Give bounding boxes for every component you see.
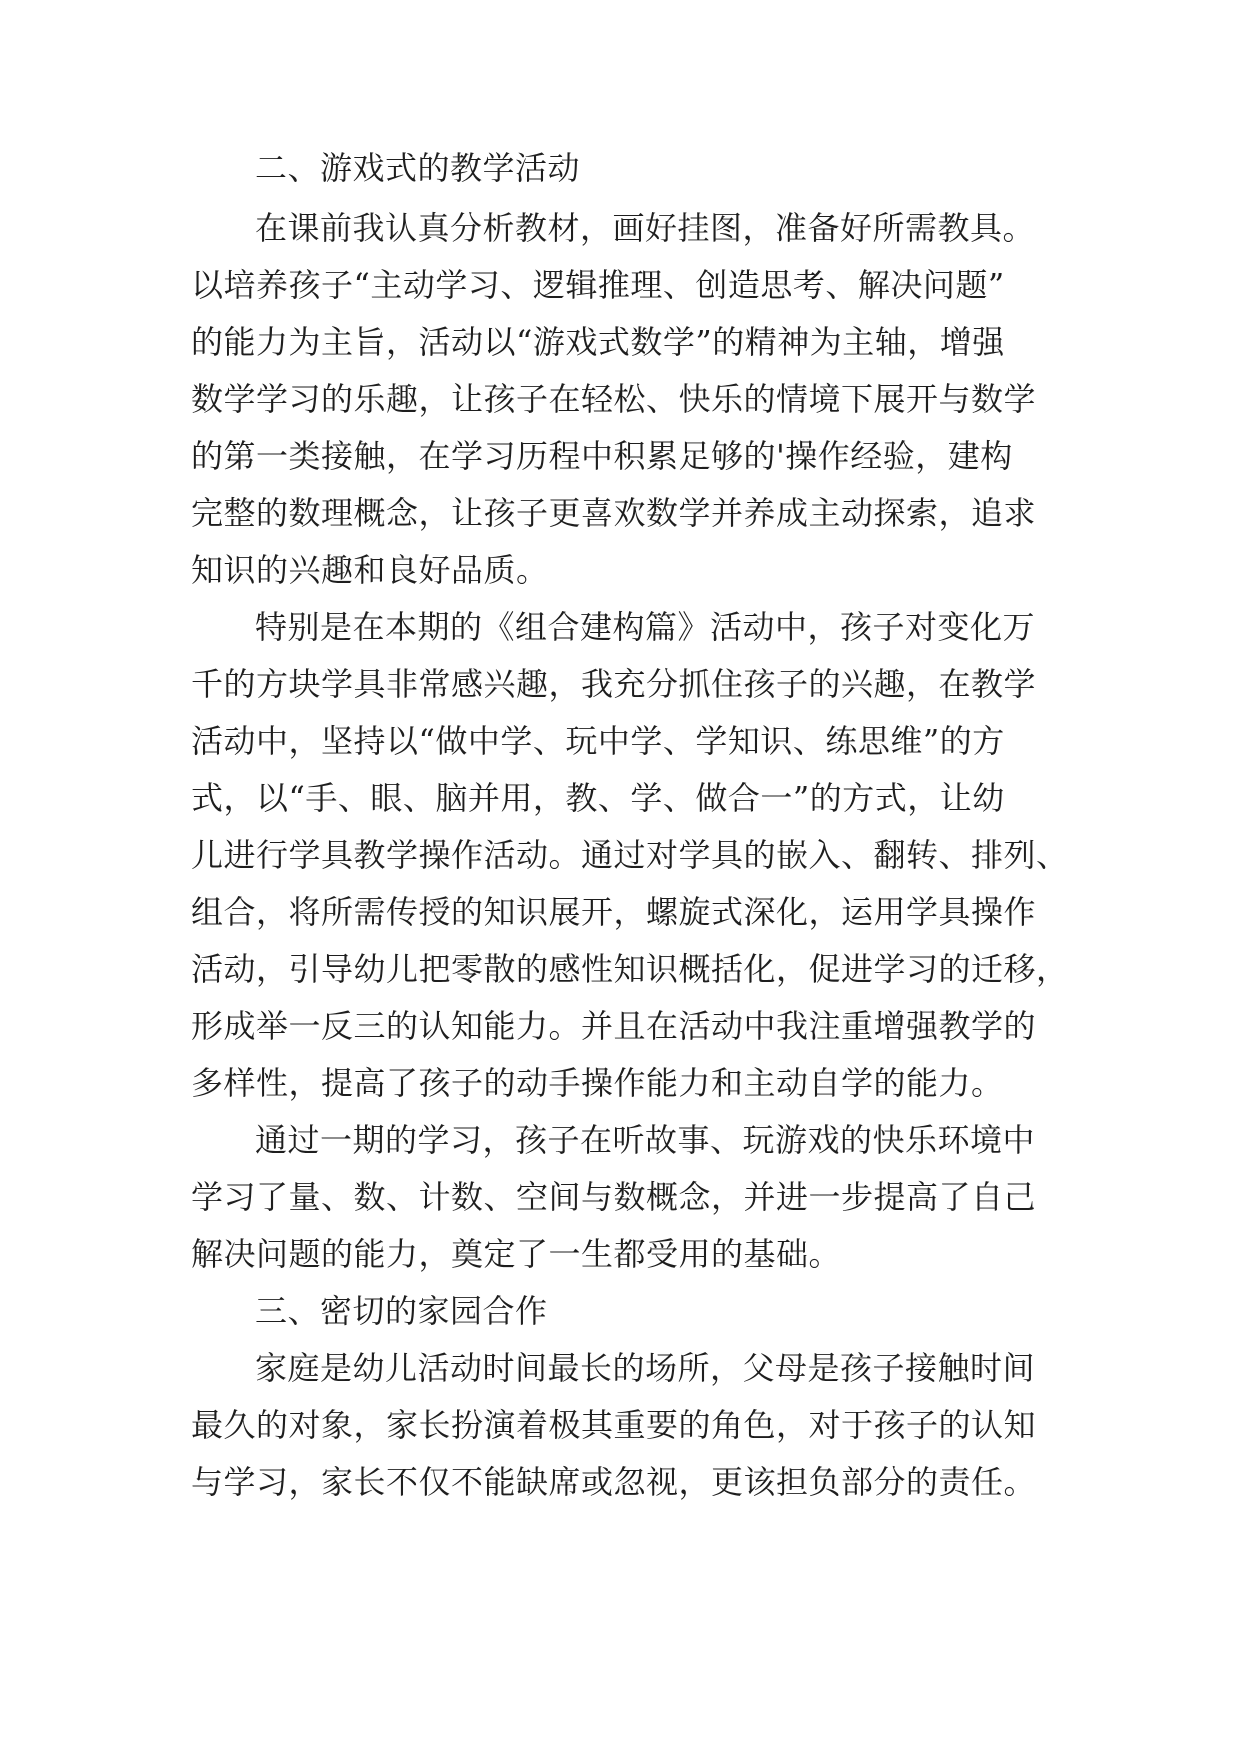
paragraph-line: 与学习，家长不仅不能缺席或忽视，更该担负部分的责任。 [191, 1463, 1037, 1501]
paragraph-line: 学习了量、数、计数、空间与数概念，并进一步提高了自己 [191, 1178, 1037, 1216]
paragraph-line: 的第一类接触，在学习历程中积累足够的'操作经验，建构 [191, 437, 1013, 475]
section-heading-2: 二、游戏式的教学活动 [255, 149, 581, 187]
paragraph-line: 知识的兴趣和良好品质。 [191, 551, 549, 589]
paragraph-line: 式，以“手、眼、脑并用，教、学、做合一”的方式，让幼 [191, 779, 1005, 817]
paragraph-line: 在课前我认真分析教材，画好挂图，准备好所需教具。 [255, 209, 1036, 247]
paragraph-line: 以培养孩子“主动学习、逻辑推理、创造思考、解决问题” [191, 266, 1005, 304]
paragraph-line: 数学学习的乐趣，让孩子在轻松、快乐的情境下展开与数学 [191, 380, 1037, 418]
paragraph-line: 千的方块学具非常感兴趣，我充分抓住孩子的兴趣，在教学 [191, 665, 1037, 703]
paragraph-line: 儿进行学具教学操作活动。通过对学具的嵌入、翻转、排列、 [191, 836, 1069, 874]
paragraph-line: 完整的数理概念，让孩子更喜欢数学并养成主动探索，追求 [191, 494, 1037, 532]
paragraph-line: 解决问题的能力，奠定了一生都受用的基础。 [191, 1235, 842, 1273]
paragraph-line: 最久的对象，家长扮演着极其重要的角色，对于孩子的认知 [191, 1406, 1037, 1444]
paragraph-line: 特别是在本期的《组合建构篇》活动中，孩子对变化万 [255, 608, 1036, 646]
paragraph-line: 多样性，提高了孩子的动手操作能力和主动自学的能力。 [191, 1064, 1004, 1102]
paragraph-line: 活动中，坚持以“做中学、玩中学、学知识、练思维”的方 [191, 722, 1005, 760]
paragraph-line: 的能力为主旨，活动以“游戏式数学”的精神为主轴，增强 [191, 323, 1005, 361]
paragraph-line: 活动，引导幼儿把零散的感性知识概括化，促进学习的迁移， [191, 950, 1069, 988]
paragraph-line: 组合，将所需传授的知识展开，螺旋式深化，运用学具操作 [191, 893, 1037, 931]
paragraph-line: 形成举一反三的认知能力。并且在活动中我注重增强教学的 [191, 1007, 1037, 1045]
section-heading-3: 三、密切的家园合作 [255, 1292, 548, 1330]
paragraph-line: 通过一期的学习，孩子在听故事、玩游戏的快乐环境中 [255, 1121, 1036, 1159]
paragraph-line: 家庭是幼儿活动时间最长的场所，父母是孩子接触时间 [255, 1349, 1036, 1387]
